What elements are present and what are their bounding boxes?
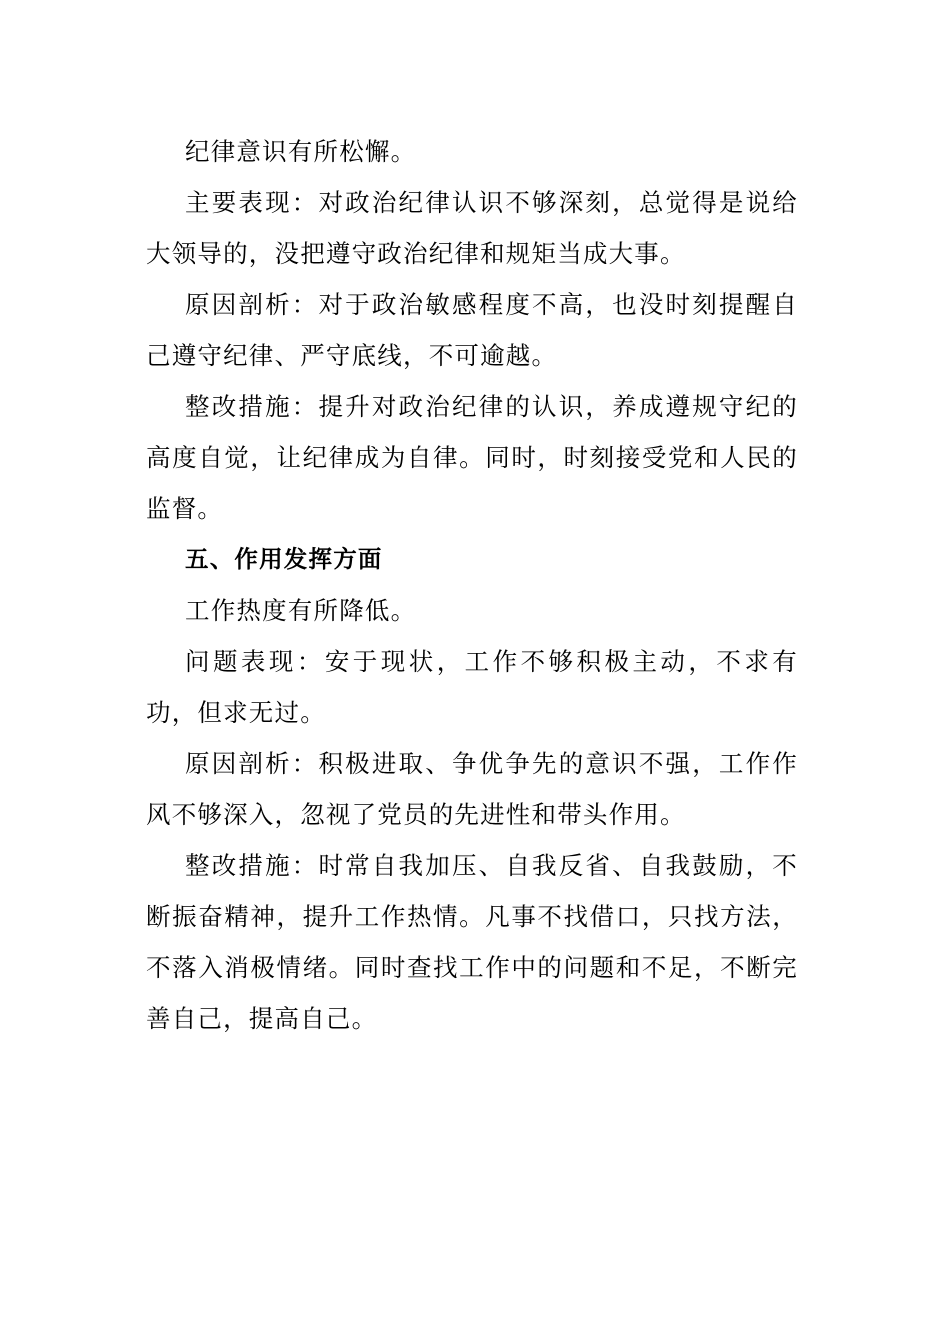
- paragraph-main-manifestation: 主要表现：对政治纪律认识不够深刻，总觉得是说给大领导的，没把遵守政治纪律和规矩当成大事。: [146, 188, 798, 268]
- paragraph-cause-analysis: 原因剖析：对于政治敏感程度不高，也没时刻提醒自己遵守纪律、严守底线，不可逾越。: [146, 290, 798, 370]
- paragraph-discipline-awareness: 纪律意识有所松懈。: [185, 137, 417, 166]
- section-heading-role: 五、作用发挥方面: [185, 545, 383, 573]
- paragraph-work-enthusiasm: 工作热度有所降低。: [185, 596, 417, 625]
- document-body: [146, 126, 798, 1044]
- paragraph-problem-manifestation: 问题表现：安于现状，工作不够积极主动，不求有功，但求无过。: [146, 647, 798, 727]
- paragraph-rectification-measures-2: 整改措施：时常自我加压、自我反省、自我鼓励，不断振奋精神，提升工作热情。凡事不找借口，只找方法，不落入消极情绪。同时查找工作中的问题和不足，不断完善自己，提高自己。: [146, 851, 798, 1033]
- paragraph-rectification-measures: 整改措施：提升对政治纪律的认识，养成遵规守纪的高度自觉，让纪律成为自律。同时，时刻接受党和人民的监督。: [146, 392, 798, 523]
- paragraph-cause-analysis-2: 原因剖析：积极进取、争优争先的意识不强，工作作风不够深入，忽视了党员的先进性和带头作用。: [146, 749, 798, 829]
